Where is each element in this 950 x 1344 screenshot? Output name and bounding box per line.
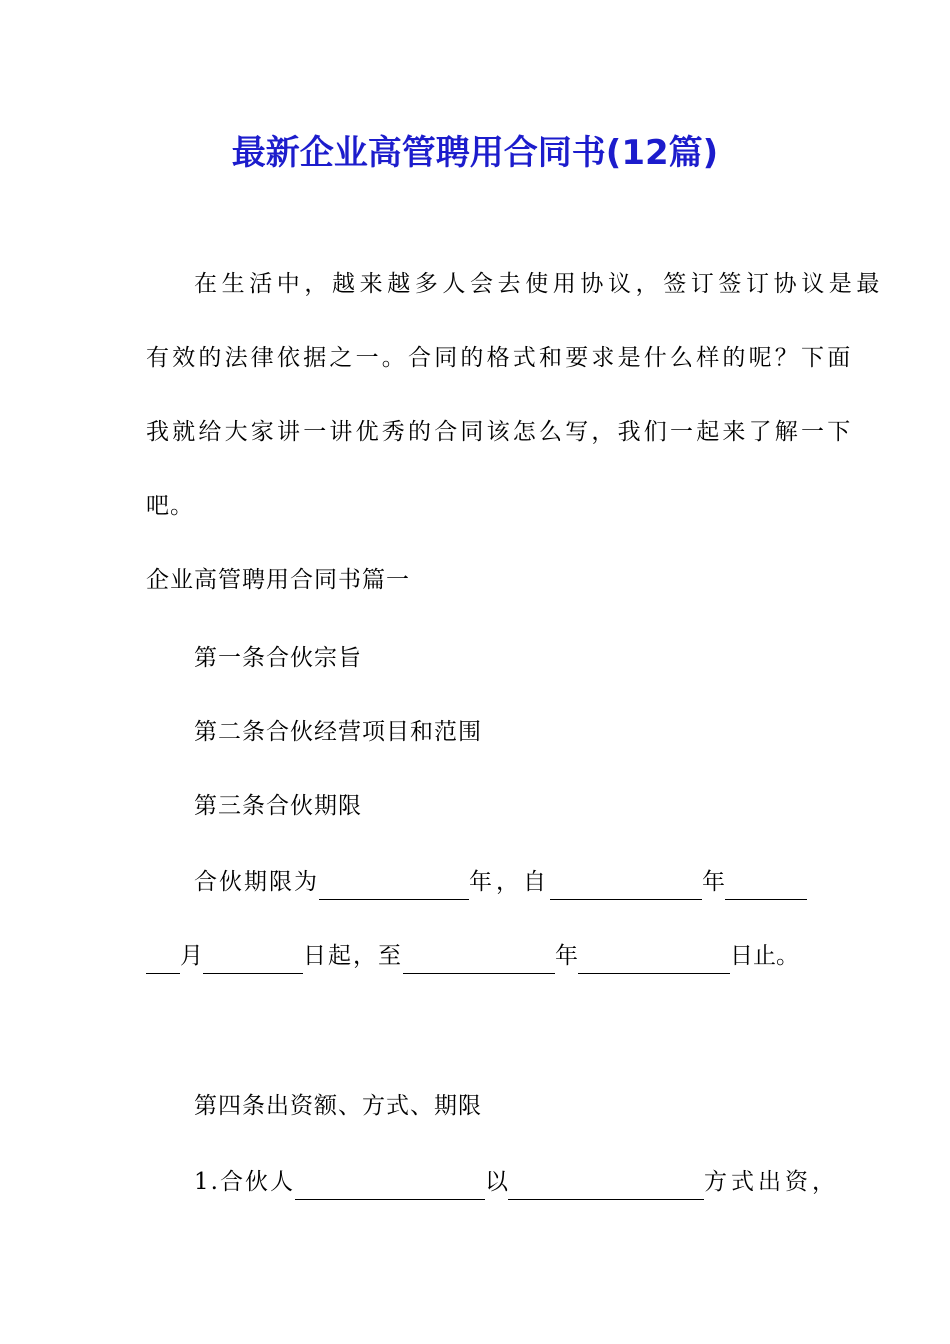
article-3: 第三条合伙期限 xyxy=(194,793,362,819)
by-label: 以 xyxy=(484,1169,508,1195)
blank-contribution-method[interactable] xyxy=(508,1173,704,1200)
term-from-label: 年，自 xyxy=(469,869,550,895)
blank-start-month-b[interactable] xyxy=(146,947,180,974)
intro-line-1-text: 在生活中，越来越多人会去使用协议，签订签订协议是最 xyxy=(194,271,884,297)
blank-end-year[interactable] xyxy=(403,947,555,974)
term-label: 合伙期限为 xyxy=(194,869,319,895)
contribution-suffix: 方式出资， xyxy=(703,1169,839,1195)
intro-line-1 xyxy=(194,266,884,302)
term-line-2 xyxy=(146,938,799,974)
blank-term-years[interactable] xyxy=(319,873,469,900)
start-to-label: 日起，至 xyxy=(303,943,403,969)
document-title: 最新企业高管聘用合同书(12篇) xyxy=(231,133,719,173)
intro-line-4: 吧。 xyxy=(146,493,194,519)
partner-label: 1.合伙人 xyxy=(194,1169,295,1195)
article-1: 第一条合伙宗旨 xyxy=(194,645,362,671)
year-label: 年 xyxy=(702,869,725,895)
month-label: 月 xyxy=(180,943,203,969)
blank-end-day[interactable] xyxy=(578,947,730,974)
intro-line-2: 有效的法律依据之一。合同的格式和要求是什么样的呢？下面 xyxy=(146,345,854,371)
term-line-1 xyxy=(194,864,807,900)
end-label: 日止。 xyxy=(730,943,799,969)
contribution-line xyxy=(194,1164,839,1200)
blank-start-day[interactable] xyxy=(203,947,303,974)
section-heading: 企业高管聘用合同书篇一 xyxy=(146,567,410,593)
intro-line-3: 我就给大家讲一讲优秀的合同该怎么写，我们一起来了解一下 xyxy=(146,419,854,445)
blank-partner-name[interactable] xyxy=(295,1173,485,1200)
end-year-label: 年 xyxy=(555,943,578,969)
blank-start-year[interactable] xyxy=(550,873,702,900)
blank-start-month-a[interactable] xyxy=(725,873,807,900)
article-2: 第二条合伙经营项目和范围 xyxy=(194,719,482,745)
article-4: 第四条出资额、方式、期限 xyxy=(194,1093,482,1119)
